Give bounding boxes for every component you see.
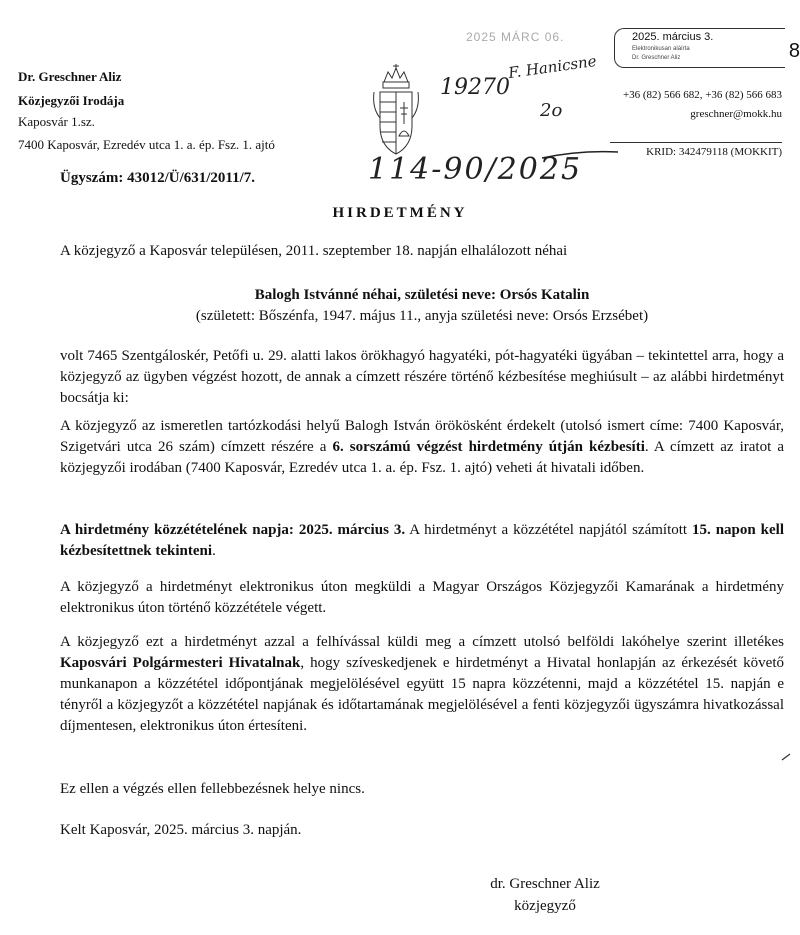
- krid: KRID: 342479118 (MOKKIT): [646, 146, 782, 158]
- publication-b: A hirdetményt a közzététel napjától számított: [405, 522, 693, 538]
- paragraph-delivery: [60, 416, 784, 479]
- publication-d: .: [212, 543, 216, 559]
- office-address: 7400 Kaposvár, Ezredév utca 1. a. ép. Fsz. 1. ajtó: [18, 137, 275, 152]
- handwritten-reference: 114-90/2025: [368, 152, 583, 187]
- deceased-name: Balogh Istvánné néhai, születési neve: Orsós Katalin: [254, 287, 590, 303]
- paragraph-request: [60, 632, 784, 737]
- signer-name: dr. Greschner Aliz: [490, 876, 600, 892]
- paragraph-delivery-c: . A címzett az iratot a közjegyzői irodában (7400 Kaposvár, Ezredév utca 1. a. ép. Fsz. 1. ajtó) veheti át hivatali időben.: [60, 439, 784, 476]
- handwritten-signature: F. Hanicsne: [507, 51, 598, 83]
- phone-numbers: +36 (82) 566 682, +36 (82) 566 683: [622, 89, 782, 101]
- coat-of-arms-icon: [368, 62, 424, 158]
- email-address: greschner@mokk.hu: [690, 108, 782, 120]
- e-signature-date: 2025. március 3.: [632, 31, 714, 43]
- pen-stroke-icon: [540, 148, 620, 162]
- paragraph-request-c: , hogy szíveskedjenek e hirdetményt a Hivatal honlapján az érkezését követő munkanapon a közzététel időpontjának megjelölésével együtt 15 napra közzétenni, majd a közzététel 15. napján e tényről a közjegyzőt a közzététel napjának és időtartamának megjelölésével a fenti közjegyzői ügyszámra hivatkozással díjmentesen, elektronikus úton értesíteni.: [60, 655, 785, 734]
- paragraph-case: volt 7465 Szentgáloskér, Petőfi u. 29. alatti lakos örökhagyó hagyatéki, pót-hagyatéki ügyában – tekintettel arra, hogy a közjegyző az ügyben végzést hozott, de annak a címzett részére történő kézbesítése meghiúsult – az alábbi hirdetményt bocsátja ki:: [60, 348, 784, 406]
- paragraph-delivery-a: A közjegyző az ismeretlen tartózkodási helyű Balogh István örökösként érdekelt (utolsó ismert címe: 7400 Kaposvár, Szigetvári utca 26 szám) címzett részére a: [60, 418, 784, 455]
- page-side-mark: 8: [788, 40, 800, 62]
- office-recipient: Kaposvári Polgármesteri Hivatalnak: [60, 655, 301, 671]
- e-signature-line1: Elektronikusan aláírta: [632, 46, 690, 52]
- handwritten-number: 19270: [440, 75, 510, 100]
- signer-title: közjegyző: [514, 898, 576, 914]
- deceased-birth: (született: Bőszénfa, 1947. május 11., anyja születési neve: Orsós Erzsébet): [195, 308, 649, 324]
- publication-date: A hirdetmény közzétételének napja: 2025. március 3.: [60, 522, 406, 538]
- notary-name: Dr. Greschner Aliz: [18, 69, 122, 84]
- paragraph-delivery-bold: 6. sorszámú végzést hirdetmény útján kézbesíti: [332, 439, 645, 455]
- publication-deadline: 15. napon kell kézbesítettnek tekinteni: [60, 522, 784, 559]
- intro-text: A közjegyző a Kaposvár településen, 2011. szeptember 18. napján elhalálozott néhai: [60, 243, 568, 259]
- office-name: Közjegyzői Irodája: [18, 93, 125, 108]
- margin-mark-icon: [780, 752, 792, 762]
- paragraph-request-a: A közjegyző ezt a hirdetményt azzal a felhívással küldi meg a címzett utolsó belföldi lakóhelye szerint illetékes: [60, 634, 784, 650]
- document-title: HIRDETMÉNY: [332, 205, 468, 221]
- city-line: Kaposvár 1.sz.: [18, 114, 95, 129]
- krid-rule: [610, 142, 782, 143]
- appeal-notice: Ez ellen a végzés ellen fellebbezésnek helye nincs.: [60, 781, 365, 797]
- paragraph-chamber: A közjegyző a hirdetményt elektronikus úton megküldi a Magyar Országos Közjegyzői Kamarának a hirdetmény elektronikus úton történő közzététele végett.: [60, 579, 784, 616]
- dated-line: Kelt Kaposvár, 2025. március 3. napján.: [60, 822, 302, 838]
- handwritten-note: 2o: [540, 100, 563, 121]
- paragraph-publication: [60, 520, 784, 562]
- case-number: Ügyszám: 43012/Ü/631/2011/7.: [60, 170, 255, 186]
- e-signature-line2: Dr. Greschner Aliz: [632, 55, 681, 61]
- received-stamp: 2025 MÁRC 06.: [466, 30, 565, 44]
